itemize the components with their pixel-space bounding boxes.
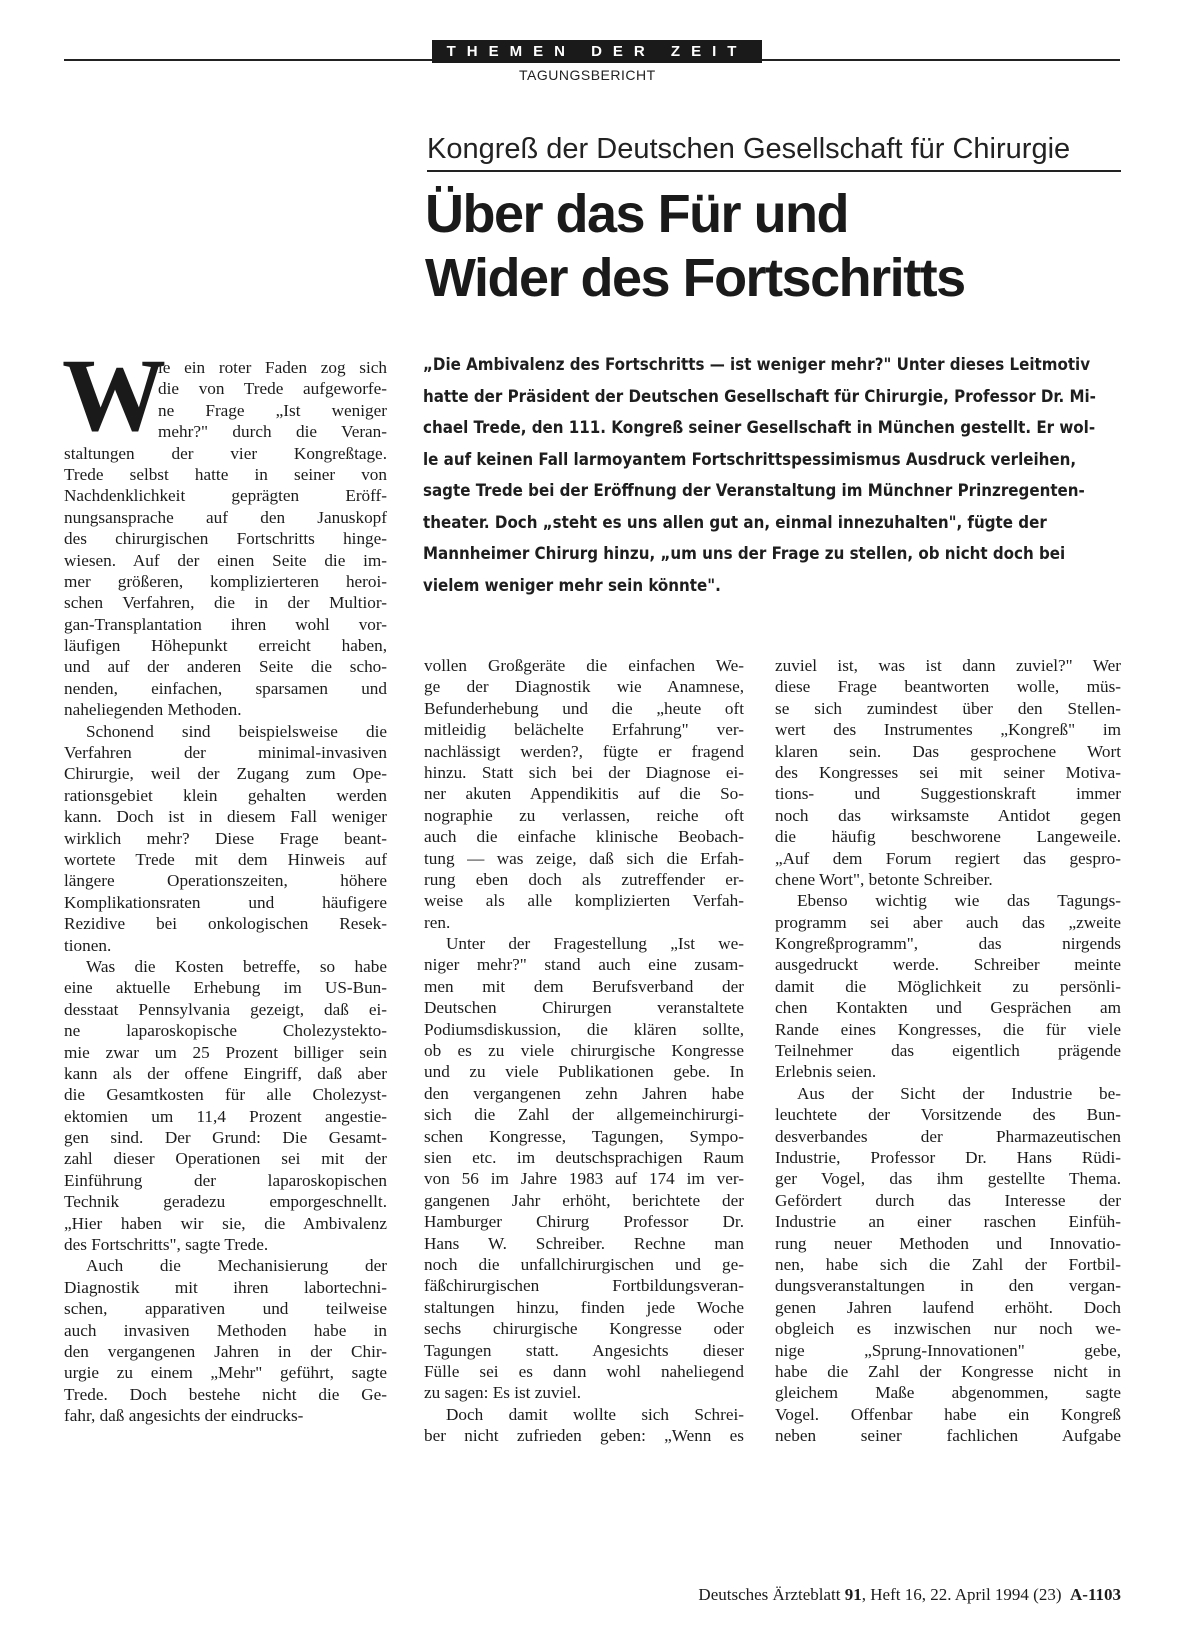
body-text-line: Vogel. Offenbar habe ein Kongreß: [775, 1404, 1121, 1424]
article-headline: [425, 182, 1125, 310]
body-text-line: fäßchirurgischen Fortbildungsveran-: [424, 1276, 744, 1296]
body-text-line: staltungen hinzu, finden jede Woche: [424, 1297, 744, 1317]
body-text-line: gangenen Jahr erhöht, berichtete der: [424, 1190, 744, 1210]
headline-line: Über das Für und: [425, 184, 849, 244]
body-text-line: kann. Doch ist in diesem Fall weniger: [64, 807, 387, 827]
body-text-line: ausgedruckt werde. Schreiber meinte: [775, 955, 1121, 975]
body-text-line: zahl dieser Operationen sei mit der: [64, 1149, 387, 1169]
body-text-line: ner akuten Appendikitis auf die So-: [424, 784, 744, 804]
body-text-line: längere Operationszeiten, höhere: [64, 871, 387, 891]
body-text-line: men mit dem Berufsverband der: [424, 976, 744, 996]
body-text-line: weise als alle komplizierten Verfah-: [424, 891, 744, 911]
body-text-line: Kongreßprogramm", das nirgends: [775, 934, 1121, 954]
lead-line: le auf keinen Fall larmoyantem Fortschrittspessimismus Ausdruck verleihen,: [423, 448, 1077, 469]
lead-line: sagte Trede bei der Eröffnung der Veranstaltung im Münchner Prinzregenten-: [423, 480, 1085, 500]
body-text-line: nen, habe sich die Zahl der Fortbil-: [775, 1254, 1121, 1274]
body-text-line: nenden, einfachen, sparsamen und: [64, 678, 387, 698]
body-text-line: Tagungen statt. Angesichts dieser: [424, 1340, 744, 1360]
lead-line: chael Trede, den 111. Kongreß seiner Gesellschaft in München gestellt. Er wol-: [423, 417, 1096, 437]
lead-line: vielem weniger mehr sein könnte".: [423, 574, 721, 595]
body-text-line: nige „Sprung-Innovationen" gebe,: [775, 1340, 1121, 1360]
body-text-line: Trede selbst hatte in seiner von: [64, 464, 387, 484]
body-text-line: rung neuer Methoden und Innovatio-: [775, 1233, 1121, 1253]
body-text-line: desverbandes der Pharmazeutischen: [775, 1126, 1121, 1146]
body-text-line: neben seiner fachlichen Aufgabe: [775, 1426, 1121, 1446]
body-text-line: schen Verfahren, die in der Multior-: [64, 593, 387, 613]
body-text-line: hinzu. Statt sich bei der Diagnose ei-: [424, 762, 744, 782]
lead-line: Mannheimer Chirurg hinzu, „um uns der Frage zu stellen, ob nicht doch bei: [423, 543, 1066, 563]
body-text-line: damit die Möglichkeit zu persönli-: [775, 976, 1121, 996]
body-text-line: Befunderhebung und die „heute oft: [424, 698, 744, 718]
body-text-line: tionen.: [64, 935, 112, 955]
lead-line: „Die Ambivalenz des Fortschritts — ist weniger mehr?" Unter dieses Leitmotiv: [423, 354, 1091, 374]
body-text-line: und zu viele Publikationen gebe. In: [424, 1062, 744, 1082]
body-text-line: den vergangenen Jahren in der Chir-: [64, 1341, 387, 1361]
body-text-line: Chirurgie, weil der Zugang zum Ope-: [64, 764, 387, 784]
body-text-line: ne laparoskopische Cholezystekto-: [64, 1021, 387, 1041]
body-text-line: mie zwar um 25 Prozent billiger sein: [64, 1042, 387, 1062]
body-text-line: Industrie, Professor Dr. Hans Rüdi-: [775, 1147, 1121, 1167]
body-text-line: gan-Transplantation ihren wohl vor-: [64, 614, 387, 634]
headline-line: Wider des Fortschritts: [425, 248, 965, 308]
body-text-line: wortete Trede mit dem Hinweis auf: [64, 849, 387, 869]
body-text-line: Trede. Doch bestehe nicht die Ge-: [64, 1384, 387, 1404]
body-text-line: die von Trede aufgeworfe-: [158, 379, 387, 399]
body-text-line: wirklich mehr? Diese Frage beant-: [64, 828, 387, 848]
body-text-line: ne Frage „Ist weniger: [158, 400, 387, 420]
subtitle-rule: [427, 170, 1121, 172]
lead-line: theater. Doch „steht es uns allen gut an, einmal innezuhalten", fügte der: [423, 511, 1047, 532]
body-text-line: Teilnehmer das eigentlich prägende: [775, 1041, 1121, 1061]
body-text-line: Deutschen Chirurgen veranstaltete: [424, 998, 744, 1018]
body-column-1: [64, 357, 387, 1427]
body-text-line: zu sagen: Es ist zuviel.: [424, 1383, 582, 1403]
body-text-line: sich die Zahl der allgemeinchirurgi-: [424, 1105, 744, 1125]
body-text-line: tung — was zeige, daß sich die Erfah-: [424, 848, 744, 868]
body-text-line: Komplikationsraten und häufigere: [64, 892, 387, 912]
body-text-line: mer größeren, komplizierteren heroi-: [64, 571, 387, 591]
body-text-line: Rande eines Kongresses, die für viele: [775, 1019, 1121, 1039]
body-text-line: sien etc. im deutschsprachigen Raum: [424, 1147, 744, 1167]
body-text-line: zuviel ist, was ist dann zuviel?" Wer: [775, 656, 1121, 675]
body-text-line: Ebenso wichtig wie das Tagungs-: [797, 891, 1121, 911]
body-text-line: programm sei aber auch das „zweite: [775, 912, 1121, 932]
body-text-line: Podiumsdiskussion, die klären sollte,: [424, 1019, 744, 1039]
page-footer: [581, 1585, 1121, 1605]
article-subtitle: Kongreß der Deutschen Gesellschaft für Chirurgie: [427, 133, 1071, 165]
body-text-line: des Kongresses sei mit seiner Motiva-: [775, 762, 1121, 782]
body-text-line: Gefördert durch das Interesse der: [775, 1190, 1121, 1210]
body-text-line: Auch die Mechanisierung der: [86, 1256, 387, 1276]
body-text-line: klaren sein. Das gesprochene Wort: [775, 741, 1121, 761]
body-text-line: vollen Großgeräte die einfachen We-: [424, 656, 744, 675]
body-text-line: nachlässigt werden?, fügte er fragend: [424, 741, 744, 761]
body-text-line: „Auf dem Forum regiert das gespro-: [775, 848, 1121, 868]
body-text-line: Erlebnis seien.: [775, 1062, 877, 1082]
lead-line: hatte der Präsident der Deutschen Gesellschaft für Chirurgie, Professor Dr. Mi-: [423, 385, 1096, 406]
body-text-line: die häufig beschworene Langeweile.: [775, 827, 1121, 847]
body-text-line: sechs chirurgische Kongresse oder: [424, 1319, 744, 1339]
body-text-line: kann als der offene Eingriff, daß aber: [64, 1063, 387, 1083]
body-text-line: läufigen Höhepunkt erreicht haben,: [64, 636, 387, 656]
body-text-line: nographie zu verlassen, reiche oft: [424, 805, 744, 825]
body-text-line: staltungen der vier Kongreßtage.: [64, 443, 387, 463]
body-column-2: [424, 655, 744, 1446]
body-text-line: Schonend sind beispielsweise die: [86, 721, 387, 741]
body-text-line: niger mehr?" stand auch eine zusam-: [424, 955, 744, 975]
body-text-line: wiesen. Auf der einen Seite die im-: [64, 550, 387, 570]
body-text-line: rationsgebiet klein gehalten werden: [64, 785, 387, 805]
body-text-line: noch die unfallchirurgischen und ge-: [424, 1254, 744, 1274]
body-text-line: fahr, daß angesichts der eindrucks-: [64, 1406, 304, 1426]
footer-page-number: A-1103: [1070, 1585, 1121, 1604]
body-text-line: ektomien um 11,4 Prozent angestie-: [64, 1106, 387, 1126]
body-text-line: eine aktuelle Erhebung im US-Bun-: [64, 978, 387, 998]
section-kicker: THEMEN DER ZEIT: [432, 40, 762, 63]
body-text-line: genen Jahren laufend erhöht. Doch: [775, 1297, 1121, 1317]
body-text-line: schen Kongresse, Tagungen, Sympo-: [424, 1126, 744, 1146]
body-text-line: tions- und Suggestionskraft immer: [775, 784, 1121, 804]
body-text-line: Industrie an einer raschen Einfüh-: [775, 1212, 1121, 1232]
body-text-line: die Gesamtkosten für alle Cholezyst-: [64, 1085, 387, 1105]
body-text-line: desstaat Pennsylvania gezeigt, daß ei-: [64, 999, 387, 1019]
body-text-line: urgie zu einem „Mehr" geführt, sagte: [64, 1363, 387, 1383]
body-text-line: auch die einfache klinische Beobach-: [424, 827, 744, 847]
body-text-line: noch das wirksamste Antidot gegen: [775, 805, 1121, 825]
body-text-line: mehr?" durch die Veran-: [158, 422, 387, 442]
body-text-line: chen Kontakten und Gesprächen am: [775, 998, 1121, 1018]
body-text-line: gen sind. Der Grund: Die Gesamt-: [64, 1128, 387, 1148]
footer-issue: , Heft 16, 22. April 1994 (23): [861, 1585, 1062, 1604]
footer-volume: 91: [844, 1585, 862, 1604]
body-text-line: den vergangenen zehn Jahren habe: [424, 1083, 744, 1103]
body-text-line: Hamburger Chirurg Professor Dr.: [424, 1212, 744, 1232]
body-text-line: ren.: [424, 912, 451, 932]
body-text-line: habe die Zahl der Kongresse nicht in: [775, 1361, 1121, 1381]
body-text-line: ob es zu viele chirurgische Kongresse: [424, 1041, 744, 1061]
body-text-line: Fülle sei es dann wohl naheliegend: [424, 1361, 744, 1381]
body-text-line: schen, apparativen und teilweise: [64, 1299, 387, 1319]
body-text-line: Verfahren der minimal-invasiven: [64, 743, 387, 763]
body-text-line: Was die Kosten betreffe, so habe: [86, 956, 387, 976]
body-text-line: ge der Diagnostik wie Anamnese,: [424, 677, 744, 697]
body-text-line: wert des Instrumentes „Kongreß" im: [775, 720, 1121, 740]
body-text-line: Aus der Sicht der Industrie be-: [797, 1083, 1121, 1103]
body-text-line: Diagnostik mit ihren labortechni-: [64, 1277, 387, 1297]
rubric-label: TAGUNGSBERICHT: [519, 67, 656, 83]
body-text-line: des chirurgischen Fortschritts hinge-: [64, 529, 387, 549]
drop-cap: W: [62, 338, 166, 453]
body-text-line: gleichem Maße abgenommen, sagte: [775, 1383, 1121, 1403]
body-text-line: des Fortschritts", sagte Trede.: [64, 1235, 269, 1255]
body-text-line: rung eben doch als zutreffender er-: [424, 869, 744, 889]
body-text-line: Doch damit wollte sich Schrei-: [446, 1404, 744, 1424]
body-text-line: diese Frage beantworten wolle, müs-: [775, 677, 1121, 697]
body-text-line: Unter der Fragestellung „Ist we-: [446, 934, 744, 954]
body-text-line: von 56 im Jahre 1983 auf 174 im ver-: [424, 1169, 744, 1189]
body-text-line: Einführung der laparoskopischen: [64, 1170, 387, 1190]
body-text-line: ger Vogel, das ihm gestellte Thema.: [775, 1169, 1121, 1189]
body-text-line: „Hier haben wir sie, die Ambivalenz: [64, 1213, 387, 1233]
body-text-line: Technik geradezu emporgeschnellt.: [64, 1192, 387, 1212]
body-text-line: chene Wort", betonte Schreiber.: [775, 869, 993, 889]
body-text-line: obgleich es inzwischen nur noch we-: [775, 1319, 1121, 1339]
body-text-line: und auf der anderen Seite die scho-: [64, 657, 387, 677]
body-text-line: ie ein roter Faden zog sich: [158, 358, 387, 377]
body-text-line: Hans W. Schreiber. Rechne man: [424, 1233, 744, 1253]
body-text-line: auch invasiven Methoden habe in: [64, 1320, 387, 1340]
body-text-line: Nachdenklichkeit geprägten Eröff-: [64, 486, 387, 506]
body-text-line: leuchtete der Vorsitzende des Bun-: [775, 1105, 1121, 1125]
body-text-line: Rezidive bei onkologischen Resek-: [64, 914, 387, 934]
body-text-line: ber nicht zufrieden geben: „Wenn es: [424, 1426, 744, 1446]
body-text-line: naheliegenden Methoden.: [64, 700, 242, 720]
body-text-line: dungsveranstaltungen in den vergan-: [775, 1276, 1121, 1296]
body-column-3: [775, 655, 1121, 1446]
article-lead: [423, 349, 1123, 601]
body-text-line: se sich zumindest über den Stellen-: [775, 698, 1121, 718]
footer-journal: Deutsches Ärzteblatt: [698, 1585, 841, 1604]
body-text-line: mitleidig belächelte Erfahrung" ver-: [424, 720, 744, 740]
body-text-line: nungsansprache auf den Januskopf: [64, 507, 387, 527]
